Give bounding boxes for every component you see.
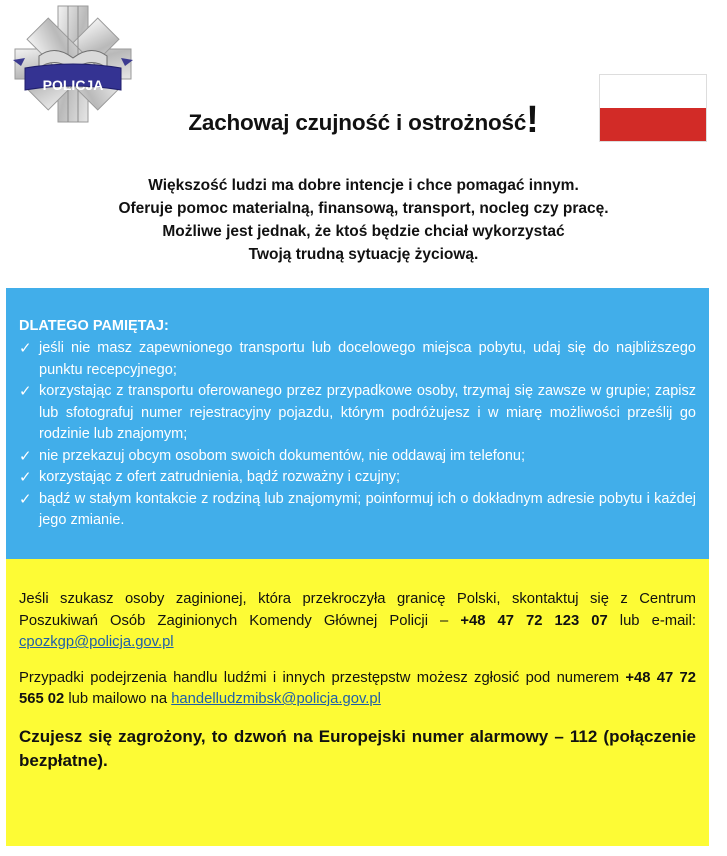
title-exclamation: ! (526, 99, 539, 141)
tip-text: nie przekazuj obcym osobom swoich dokumentów, nie oddawaj im telefonu; (39, 447, 526, 464)
trafficking-email-link[interactable]: handelludzmibsk@policja.gov.pl (171, 691, 381, 707)
tip-text: korzystając z ofert zatrudnienia, bądź rozważny i czujny; (39, 469, 401, 485)
title-text: Zachowaj czujność i ostrożność (188, 110, 527, 135)
tip-item (19, 381, 696, 446)
intro-line: Oferuje pomoc materialną, finansową, transport, nocleg czy pracę. (118, 200, 609, 217)
trafficking-text: Przypadki podejrzenia handlu ludźmi i innych przestępstw możesz zgłosić pod numerem (19, 669, 626, 686)
missing-text-middle: lub e-mail: (607, 612, 696, 629)
tips-heading: DLATEGO PAMIĘTAJ: (19, 318, 169, 334)
intro-text (0, 174, 727, 266)
tips-box (6, 288, 709, 559)
checkmark-icon: ✓ (19, 340, 32, 357)
tip-item (19, 446, 696, 468)
tip-text: bądź w stałym kontakcie z rodziną lub znajomymi; poinformuj ich o dokładnym adresie pobytu i każdej jego zmianie. (39, 490, 696, 528)
trafficking-info (19, 668, 696, 711)
tip-item (19, 338, 696, 381)
checkmark-icon: ✓ (19, 469, 32, 486)
intro-line: Większość ludzi ma dobre intencje i chce pomagać innym. (148, 177, 579, 194)
missing-email-link[interactable]: cpozkgp@policja.gov.pl (19, 634, 174, 650)
logo-text: POLICJA (42, 77, 104, 93)
page-title (0, 99, 727, 141)
checkmark-icon: ✓ (19, 383, 32, 400)
flag-white-stripe (600, 75, 706, 108)
missing-persons-info (19, 589, 696, 654)
intro-line: Możliwe jest jednak, że ktoś będzie chciał wykorzystać (162, 223, 565, 240)
checkmark-icon: ✓ (19, 490, 32, 508)
missing-phone: +48 47 72 123 07 (460, 612, 608, 629)
intro-line: Twoją trudną sytuację życiową. (248, 246, 479, 263)
tip-item (19, 489, 696, 532)
tip-item (19, 467, 696, 489)
emergency-number-notice: Czujesz się zagrożony, to dzwoń na Europejski numer alarmowy – 112 (połączenie bezpłatne). (19, 726, 696, 770)
trafficking-text-middle: lub mailowo na (64, 691, 172, 707)
tip-text: jeśli nie masz zapewnionego transportu lub docelowego miejsca pobytu, udaj się do najbliższego punktu recepcyjnego; (39, 340, 696, 378)
contacts-box (6, 559, 709, 846)
trafficking-phone: +48 47 72 565 02 (19, 669, 696, 707)
missing-text: Jeśli szukasz osoby zaginionej, która przekroczyła granicę Polski, skontaktuj się z Centrum Poszukiwań Osób Zaginionych Komendy Głównej Policji – (19, 591, 696, 629)
checkmark-icon: ✓ (19, 447, 32, 465)
tip-text: korzystając z transportu oferowanego przez przypadkowe osoby, trzymaj się zawsze w grupie; zapisz lub sfotografuj numer rejestracyjny pojazdu, którym podróżujesz i w miarę możliwości prześlij go rodzinie lub znajomym; (39, 383, 696, 442)
